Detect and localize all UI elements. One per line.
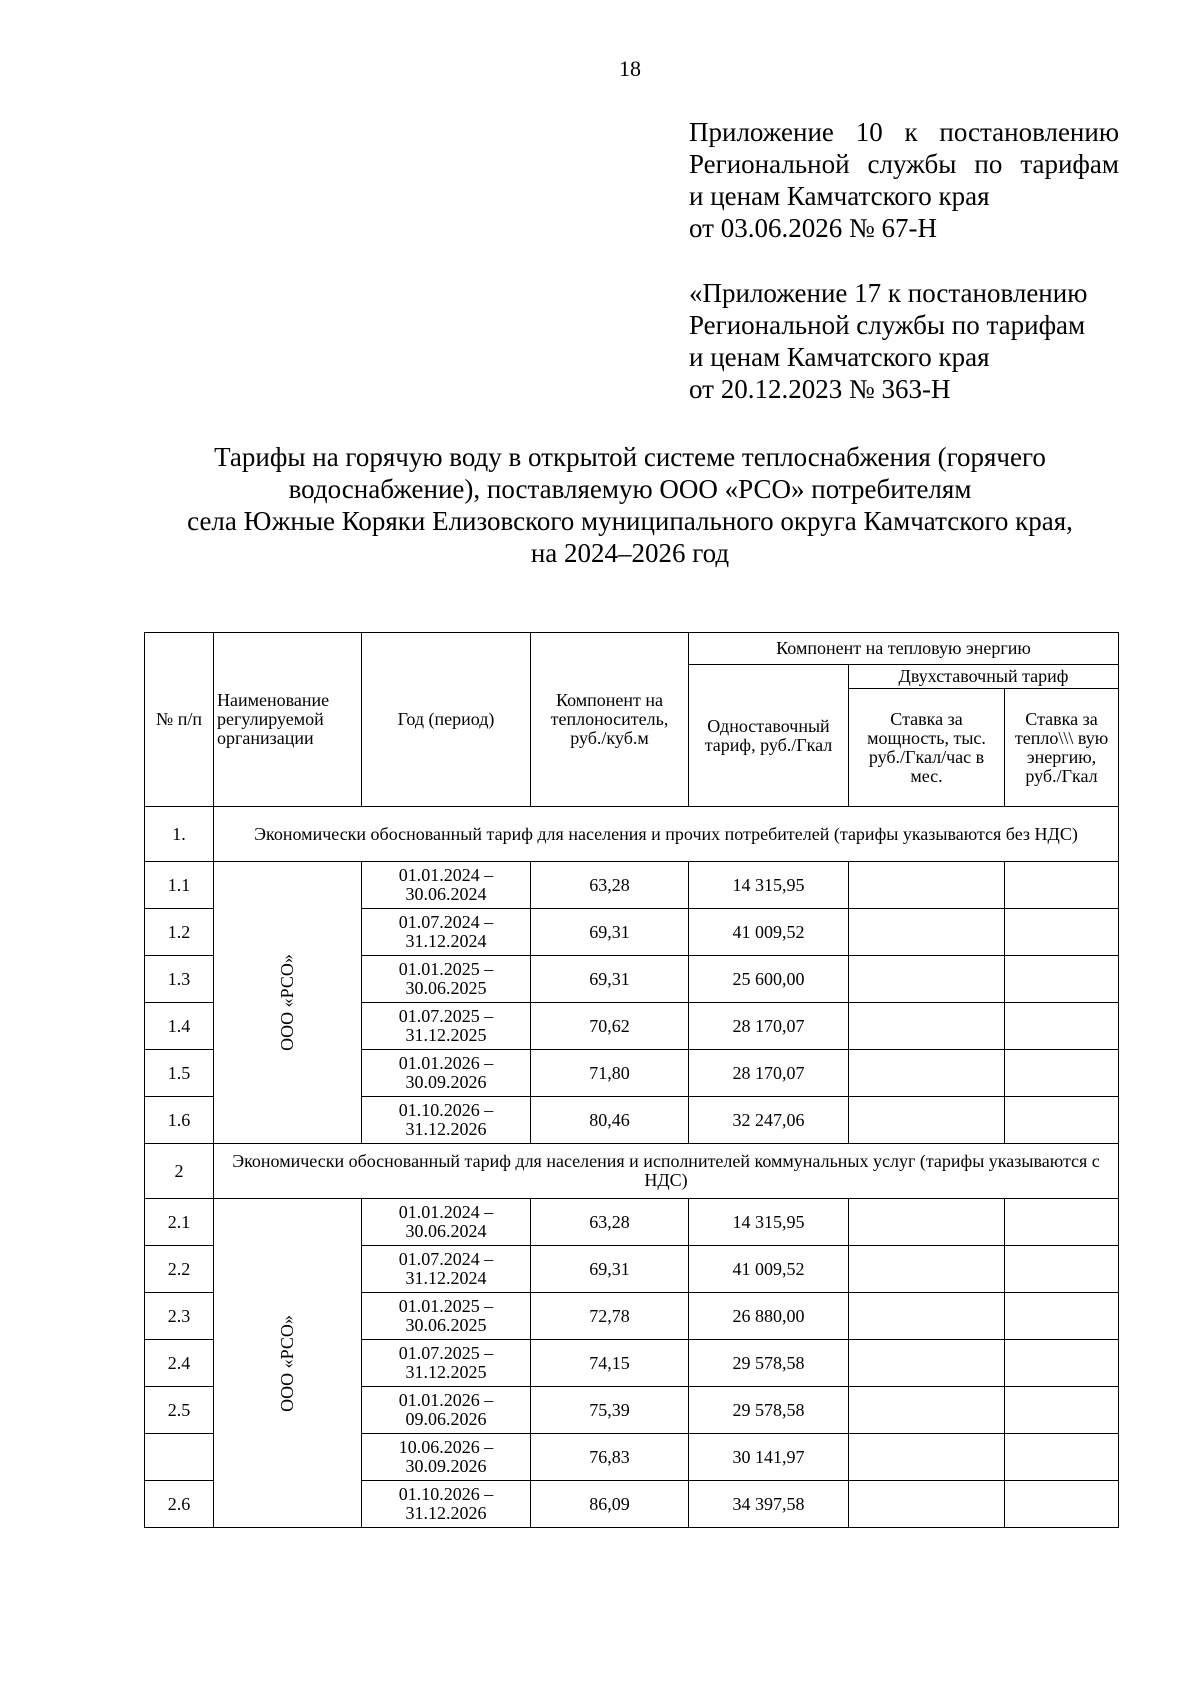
period-cell: 01.10.2026 – 31.12.2026 bbox=[362, 1097, 531, 1144]
energy-rate-value bbox=[1005, 1387, 1119, 1434]
capacity-rate-value bbox=[849, 1293, 1005, 1340]
capacity-rate-value bbox=[849, 1387, 1005, 1434]
capacity-rate-value bbox=[849, 862, 1005, 909]
energy-rate-value bbox=[1005, 909, 1119, 956]
capacity-rate-value bbox=[849, 956, 1005, 1003]
organization-name: ООО «РСО» bbox=[276, 1314, 297, 1412]
capacity-rate-value bbox=[849, 1199, 1005, 1246]
appendix-current-line: и ценам Камчатского края bbox=[689, 181, 990, 211]
coolant-value: 80,46 bbox=[531, 1097, 689, 1144]
energy-rate-value bbox=[1005, 1097, 1119, 1144]
period-cell: 01.07.2024 – 31.12.2024 bbox=[362, 909, 531, 956]
row-number: 1.4 bbox=[145, 1003, 214, 1050]
single-rate-value: 14 315,95 bbox=[689, 1199, 849, 1246]
energy-rate-value bbox=[1005, 1246, 1119, 1293]
single-rate-value: 28 170,07 bbox=[689, 1050, 849, 1097]
row-number bbox=[145, 1434, 214, 1481]
row-number: 1.6 bbox=[145, 1097, 214, 1144]
section-row bbox=[145, 807, 1119, 862]
header-energy-rate: Ставка за тепло\\\ вую энергию, руб./Гкал bbox=[1005, 689, 1119, 807]
section-row bbox=[145, 1144, 1119, 1199]
energy-rate-value bbox=[1005, 1481, 1119, 1528]
header-heat-component: Компонент на тепловую энергию bbox=[689, 633, 1119, 665]
coolant-value: 75,39 bbox=[531, 1387, 689, 1434]
single-rate-value: 32 247,06 bbox=[689, 1097, 849, 1144]
header-period: Год (период) bbox=[362, 633, 531, 807]
appendix-current-line: от 03.06.2026 № 67-Н bbox=[689, 213, 937, 243]
row-number: 2.4 bbox=[145, 1340, 214, 1387]
period-cell: 01.01.2026 – 09.06.2026 bbox=[362, 1387, 531, 1434]
organization-cell bbox=[214, 1199, 362, 1528]
coolant-value: 69,31 bbox=[531, 956, 689, 1003]
capacity-rate-value bbox=[849, 1246, 1005, 1293]
table-row bbox=[145, 1199, 1119, 1246]
row-number: 1.3 bbox=[145, 956, 214, 1003]
period-cell: 01.01.2025 – 30.06.2025 bbox=[362, 1293, 531, 1340]
energy-rate-value bbox=[1005, 1434, 1119, 1481]
single-rate-value: 25 600,00 bbox=[689, 956, 849, 1003]
period-cell: 01.07.2024 – 31.12.2024 bbox=[362, 1246, 531, 1293]
coolant-value: 86,09 bbox=[531, 1481, 689, 1528]
row-number: 1.2 bbox=[145, 909, 214, 956]
capacity-rate-value bbox=[849, 1481, 1005, 1528]
single-rate-value: 26 880,00 bbox=[689, 1293, 849, 1340]
period-cell: 10.06.2026 – 30.09.2026 bbox=[362, 1434, 531, 1481]
coolant-value: 69,31 bbox=[531, 909, 689, 956]
single-rate-value: 29 578,58 bbox=[689, 1340, 849, 1387]
capacity-rate-value bbox=[849, 909, 1005, 956]
organization-cell bbox=[214, 862, 362, 1144]
single-rate-value: 30 141,97 bbox=[689, 1434, 849, 1481]
coolant-value: 71,80 bbox=[531, 1050, 689, 1097]
capacity-rate-value bbox=[849, 1340, 1005, 1387]
title-line: на 2024–2026 год bbox=[530, 538, 730, 568]
single-rate-value: 14 315,95 bbox=[689, 862, 849, 909]
row-number: 2.1 bbox=[145, 1199, 214, 1246]
title-line: села Южные Коряки Елизовского муниципального округа Камчатского края, bbox=[187, 506, 1073, 536]
coolant-value: 70,62 bbox=[531, 1003, 689, 1050]
period-cell: 01.01.2025 – 30.06.2025 bbox=[362, 956, 531, 1003]
title-line: Тарифы на горячую воду в открытой системе теплоснабжения (горячего bbox=[214, 442, 1046, 472]
row-number: 2.3 bbox=[145, 1293, 214, 1340]
row-number: 2.2 bbox=[145, 1246, 214, 1293]
coolant-value: 63,28 bbox=[531, 1199, 689, 1246]
row-number: 2.5 bbox=[145, 1387, 214, 1434]
energy-rate-value bbox=[1005, 1050, 1119, 1097]
appendix-amended-block bbox=[689, 277, 1119, 405]
header-two-rate: Двухставочный тариф bbox=[849, 665, 1119, 689]
capacity-rate-value bbox=[849, 1003, 1005, 1050]
capacity-rate-value bbox=[849, 1050, 1005, 1097]
section-number: 1. bbox=[145, 807, 214, 862]
appendix-amended-line: от 20.12.2023 № 363-Н bbox=[689, 374, 951, 404]
header-coolant-component: Компонент на теплоноситель, руб./куб.м bbox=[531, 633, 689, 807]
row-number: 1.5 bbox=[145, 1050, 214, 1097]
coolant-value: 63,28 bbox=[531, 862, 689, 909]
row-number: 1.1 bbox=[145, 862, 214, 909]
tariff-table bbox=[144, 632, 1119, 1528]
section-title: Экономически обоснованный тариф для населения и прочих потребителей (тарифы указываются без НДС) bbox=[214, 807, 1119, 862]
table-row bbox=[145, 862, 1119, 909]
period-cell: 01.01.2024 – 30.06.2024 bbox=[362, 1199, 531, 1246]
single-rate-value: 28 170,07 bbox=[689, 1003, 849, 1050]
appendix-amended-line: Региональной службы по тарифам bbox=[689, 310, 1086, 340]
appendix-current-line: Приложение 10 к постановлению bbox=[689, 117, 1119, 147]
header-single-rate: Одноставочный тариф, руб./Гкал bbox=[689, 665, 849, 807]
coolant-value: 76,83 bbox=[531, 1434, 689, 1481]
appendix-amended-line: «Приложение 17 к постановлению bbox=[689, 278, 1088, 308]
header-capacity-rate: Ставка за мощность, тыс. руб./Гкал/час в мес. bbox=[849, 689, 1005, 807]
coolant-value: 69,31 bbox=[531, 1246, 689, 1293]
appendix-amended-line: и ценам Камчатского края bbox=[689, 342, 990, 372]
period-cell: 01.10.2026 – 31.12.2026 bbox=[362, 1481, 531, 1528]
capacity-rate-value bbox=[849, 1434, 1005, 1481]
capacity-rate-value bbox=[849, 1097, 1005, 1144]
header-num: № п/п bbox=[145, 633, 214, 807]
single-rate-value: 41 009,52 bbox=[689, 1246, 849, 1293]
energy-rate-value bbox=[1005, 1340, 1119, 1387]
energy-rate-value bbox=[1005, 862, 1119, 909]
document-title bbox=[140, 441, 1120, 569]
period-cell: 01.07.2025 – 31.12.2025 bbox=[362, 1340, 531, 1387]
appendix-current-block bbox=[689, 116, 1119, 244]
energy-rate-value bbox=[1005, 1199, 1119, 1246]
coolant-value: 72,78 bbox=[531, 1293, 689, 1340]
section-title: Экономически обоснованный тариф для населения и исполнителей коммунальных услуг (тарифы указываются с НДС) bbox=[214, 1144, 1119, 1199]
energy-rate-value bbox=[1005, 1003, 1119, 1050]
row-number: 2.6 bbox=[145, 1481, 214, 1528]
coolant-value: 74,15 bbox=[531, 1340, 689, 1387]
single-rate-value: 41 009,52 bbox=[689, 909, 849, 956]
energy-rate-value bbox=[1005, 1293, 1119, 1340]
organization-name: ООО «РСО» bbox=[276, 954, 297, 1051]
single-rate-value: 29 578,58 bbox=[689, 1387, 849, 1434]
title-line: водоснабжение), поставляемую ООО «РСО» потребителям bbox=[288, 474, 972, 504]
header-organization: Наименование регулируемой организации bbox=[214, 633, 362, 807]
appendix-current-line: Региональной службы по тарифам bbox=[689, 149, 1119, 179]
period-cell: 01.01.2024 – 30.06.2024 bbox=[362, 862, 531, 909]
energy-rate-value bbox=[1005, 956, 1119, 1003]
period-cell: 01.07.2025 – 31.12.2025 bbox=[362, 1003, 531, 1050]
section-number: 2 bbox=[145, 1144, 214, 1199]
period-cell: 01.01.2026 – 30.09.2026 bbox=[362, 1050, 531, 1097]
page-number: 18 bbox=[619, 56, 641, 81]
single-rate-value: 34 397,58 bbox=[689, 1481, 849, 1528]
